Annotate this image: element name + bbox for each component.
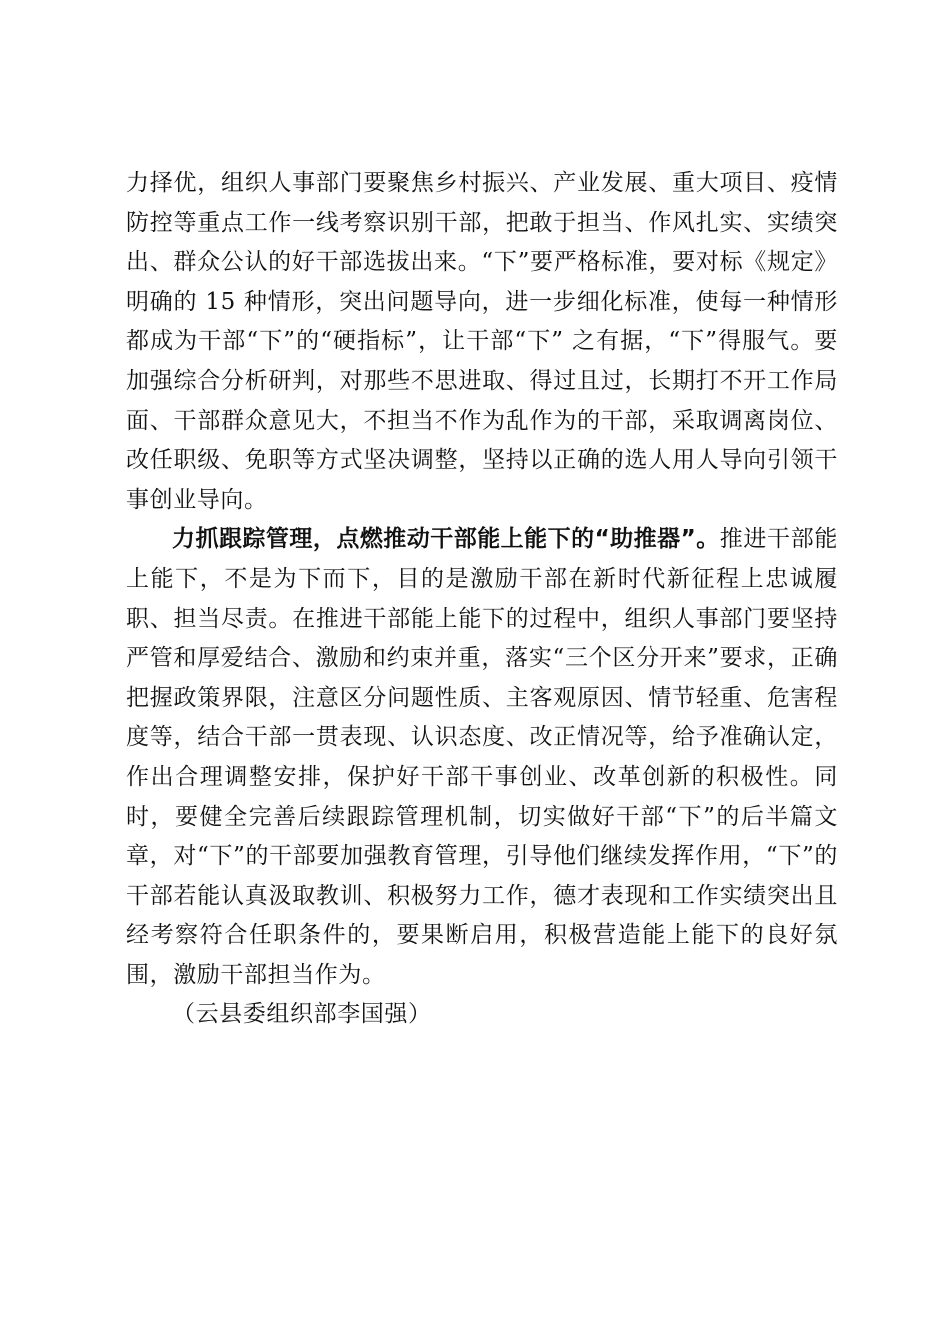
paragraph-continuation: 力择优，组织人事部门要聚焦乡村振兴、产业发展、重大项目、疫情防控等重点工作一线考察识别干部，把敢于担当、作风扎实、实绩突出、群众公认的好干部选拔出来。“下”要严格标准，要对标《规定》明确的 15 种情形，突出问题导向，进一步细化标准，使每一种情形都成为干部“下”的“硬指标”，让干部“下” 之有据，“下”得服气。要加强综合分析研判，对那些不思进取、得过且过，长期打不开工作局面、干部群众意见大，不担当不作为乱作为的干部，采取调离岗位、改任职级、免职等方式坚决调整，坚持以正确的选人用人导向引领干事创业导向。 xyxy=(126,170,838,513)
paragraph-tracking-management xyxy=(126,520,838,995)
author-signature: （云县委组织部李国强） xyxy=(172,1001,432,1028)
paragraph-body: 推进干部能上能下，不是为下而下，目的是激励干部在新时代新征程上忠诚履职、担当尽责。在推进干部能上能下的过程中，组织人事部门要坚持严管和厚爱结合、激励和约束并重，落实“三个区分开来”要求，正确把握政策界限，注意区分问题性质、主客观原因、情节轻重、危害程度等，结合干部一贯表现、认识态度、改正情况等，给予准确认定，作出合理调整安排，保护好干部干事创业、改革创新的积极性。同时，要健全完善后续跟踪管理机制，切实做好干部“下”的后半篇文章，对“下”的干部要加强教育管理，引导他们继续发挥作用，“下”的干部若能认真汲取教训、积极努力工作，德才表现和工作实绩突出且经考察符合任职条件的，要果断启用，积极营造能上能下的良好氛围，激励干部担当作为。 xyxy=(126,526,838,988)
paragraph-heading: 力抓跟踪管理，点燃推动干部能上能下的“助推器”。 xyxy=(172,526,720,553)
document-body xyxy=(126,164,838,1035)
